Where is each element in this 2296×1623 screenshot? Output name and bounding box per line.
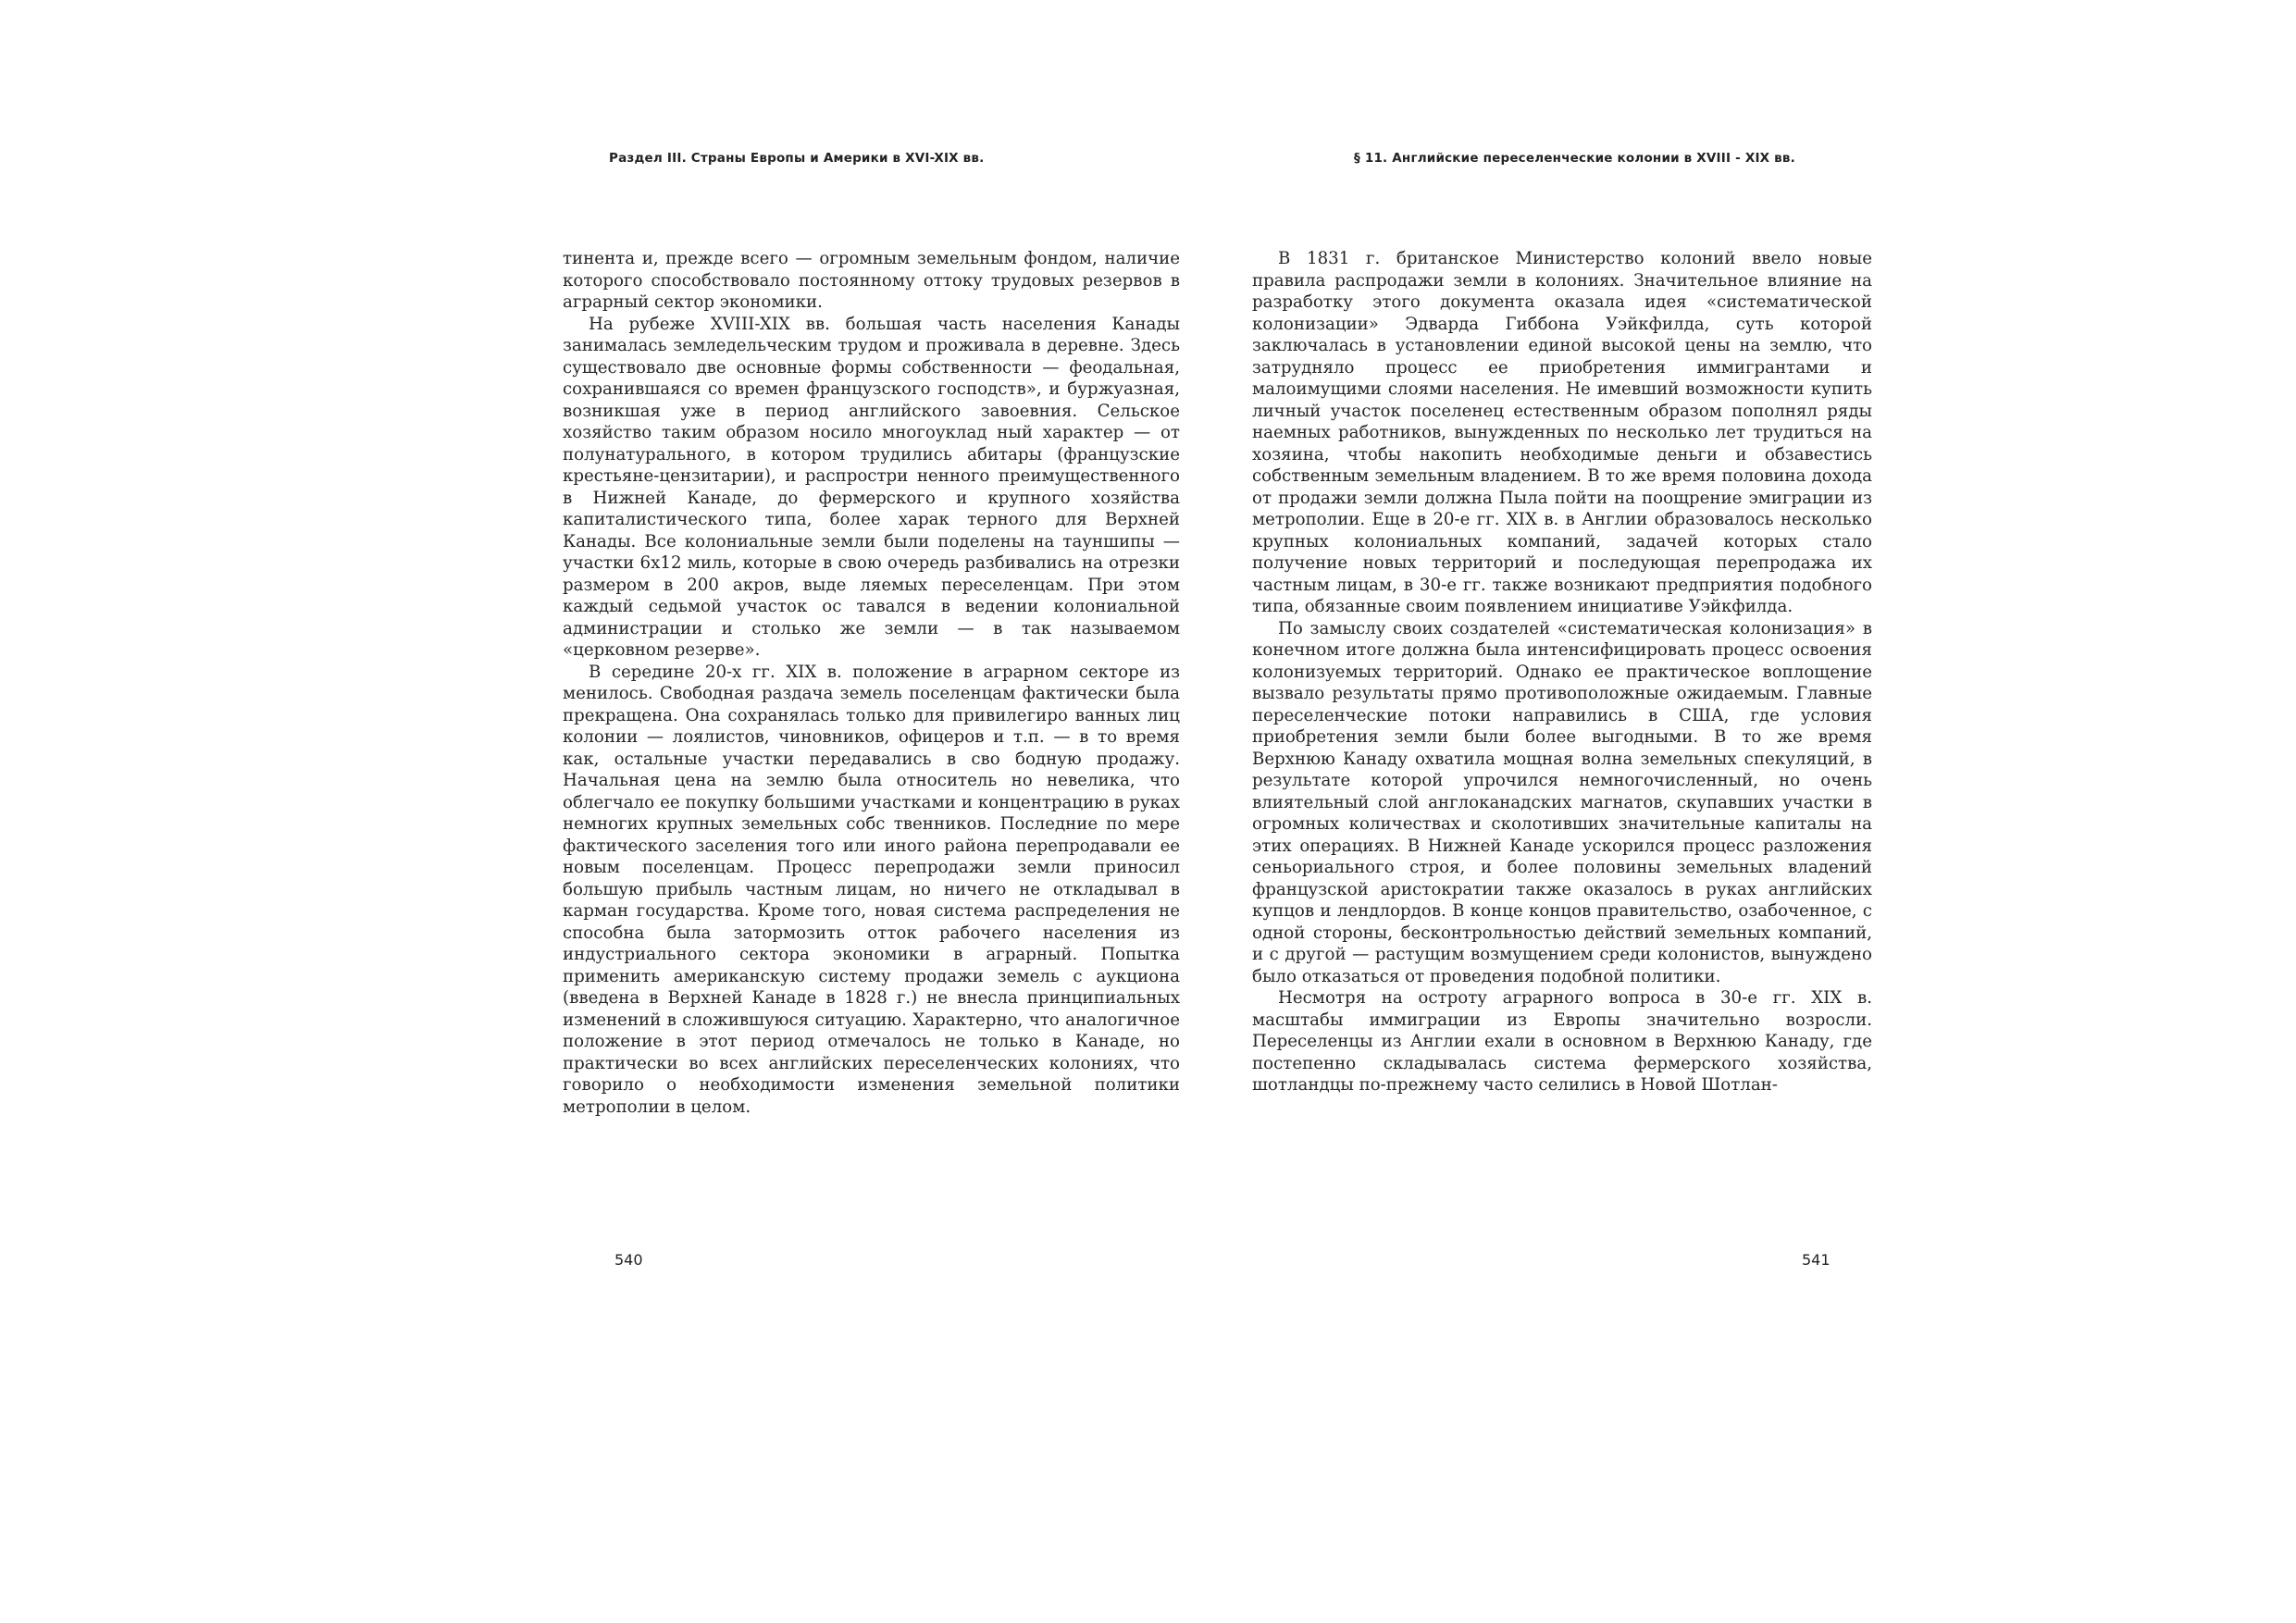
paragraph: На рубеже XVIII-XIX вв. большая часть населения Канады занималась земледельческим трудом и проживала в деревне. Здесь существовало две основные формы собственности — феодальная, сохранившаяся со времен французского господств», и буржуазная, возникшая уже в период английского завоевния. Сельское хозяйство таким образом носило многоуклад ный характер — от полунатурального, в котором трудились абитары (французские крестьяне-цензитарии), и распростри ненного преимущественного в Нижней Канаде, до фермерского и крупного хозяйства капиталистического типа, более харак терного для Верхней Канады. Все колониальные земли были поделены на тауншипы — участки 6х12 миль, которые в свою очередь разбивались на отрезки размером в 200 акров, выде ляемых переселенцам. При этом каждый седьмой участок ос тавался в ведении колониальной администрации и столько же земли — в так называемом «церковном резерве». — [563, 314, 1180, 660]
running-head-right: § 11. Английские переселенческие колонии в XVIII - XIX вв. — [1354, 151, 1795, 166]
page-number-right: 541 — [1802, 1251, 1831, 1269]
running-head-left: Раздел III. Страны Европы и Америки в XVI-XIX вв. — [609, 151, 985, 166]
paragraph: тинента и, прежде всего — огромным земельным фондом, наличие которого способствовало постоянному оттоку трудовых резервов в аграрный сектор экономики. — [563, 249, 1180, 312]
paragraph: В 1831 г. британское Министерство колоний ввело новые правила распродажи земли в колониях. Значительное влияние на разработку этого документа оказала идея «систематической колонизации» Эдварда Гиббона Уэйкфилда, суть которой заключалась в установлении единой высокой цены на землю, что затрудняло процесс ее приобретения иммигрантами и малоимущими слоями населения. Не имевший возможности купить личный участок поселенец естественным образом пополнял ряды наемных работников, вынужденных по несколько лет трудиться на хозяина, чтобы накопить необходимые деньги и обзавестись собственным земельным владением. В то же время половина дохода от продажи земли должна Пыла пойти на поощрение эмиграции из метрополии. Еще в 20-е гг. XIX в. в Англии образовалось несколько крупных колониальных компаний, задачей которых стало получение новых территорий и последующая перепродажа их частным лицам, в 30-е гг. также возникают предприятия подобного типа, обязанные своим появлением инициативе Уэйкфилда. — [1252, 249, 1872, 616]
body-text-right — [1252, 248, 1872, 1096]
page-number-left: 540 — [614, 1251, 643, 1269]
paragraph: По замыслу своих создателей «систематическая колонизация» в конечном итоге должна была интенсифицировать процесс освоения колонизуемых территорий. Однако ее практическое воплощение вызвало результаты прямо противоположные ожидаемым. Главные переселенческие потоки направились в США, где условия приобретения земли были более выгодными. В то же время Верхнюю Канаду охватила мощная волна земельных спекуляций, в результате которой упрочился немногочисленный, но очень влиятельный слой англоканадских магнатов, скупавших участки в огромных количествах и сколотивших значительные капиталы на этих операциях. В Нижней Канаде ускорился процесс разложения сеньориального строя, и более половины земельных владений французской аристократии также оказалось в руках английских купцов и лендлордов. В конце концов правительство, озабоченное, с одной стороны, бесконтрольностью действий земельных компаний, и с другой — растущим возмущением среди колонистов, вынуждено было отказаться от проведения подобной политики. — [1252, 618, 1872, 986]
body-text-left — [563, 248, 1180, 1118]
paragraph: Несмотря на остроту аграрного вопроса в 30-е гг. XIX в. масштабы иммиграции из Европы значительно возросли. Переселенцы из Англии ехали в основном в Верхнюю Канаду, где постепенно складывалась система фермерского хозяйства, шотландцы по-прежнему часто селились в Новой Шотлан- — [1252, 988, 1872, 1095]
paragraph: В середине 20-х гг. XIX в. положение в аграрном секторе из менилось. Свободная раздача земель поселенцам фактически была прекращена. Она сохранялась только для привилегиро ванных лиц колонии — лоялистов, чиновников, офицеров и т.п. — в то время как, остальные участки передавались в сво бодную продажу. Начальная цена на землю была относитель но невелика, что облегчало ее покупку большими участками и концентрацию в руках немногих крупных земельных собс твенников. Последние по мере фактического заселения того или иного района перепродавали ее новым поселенцам. Процесс перепродажи земли приносил большую прибыль частным лицам, но ничего не откладывал в карман государства. Кроме того, новая система распределения не способна была затормозить отток рабочего населения из индустриального сектора экономики в аграрный. Попытка применить американскую систему продажи земель с аукциона (введена в Верхней Канаде в 1828 г.) не внесла принципиальных изменений в сложившуюся ситуацию. Характерно, что аналогичное положение в этот период отмечалось не только в Канаде, но практически во всех английских переселенческих колониях, что говорило о необходимости изменения земельной политики метрополии в целом. — [563, 662, 1180, 1117]
right-page — [1148, 0, 2296, 1623]
